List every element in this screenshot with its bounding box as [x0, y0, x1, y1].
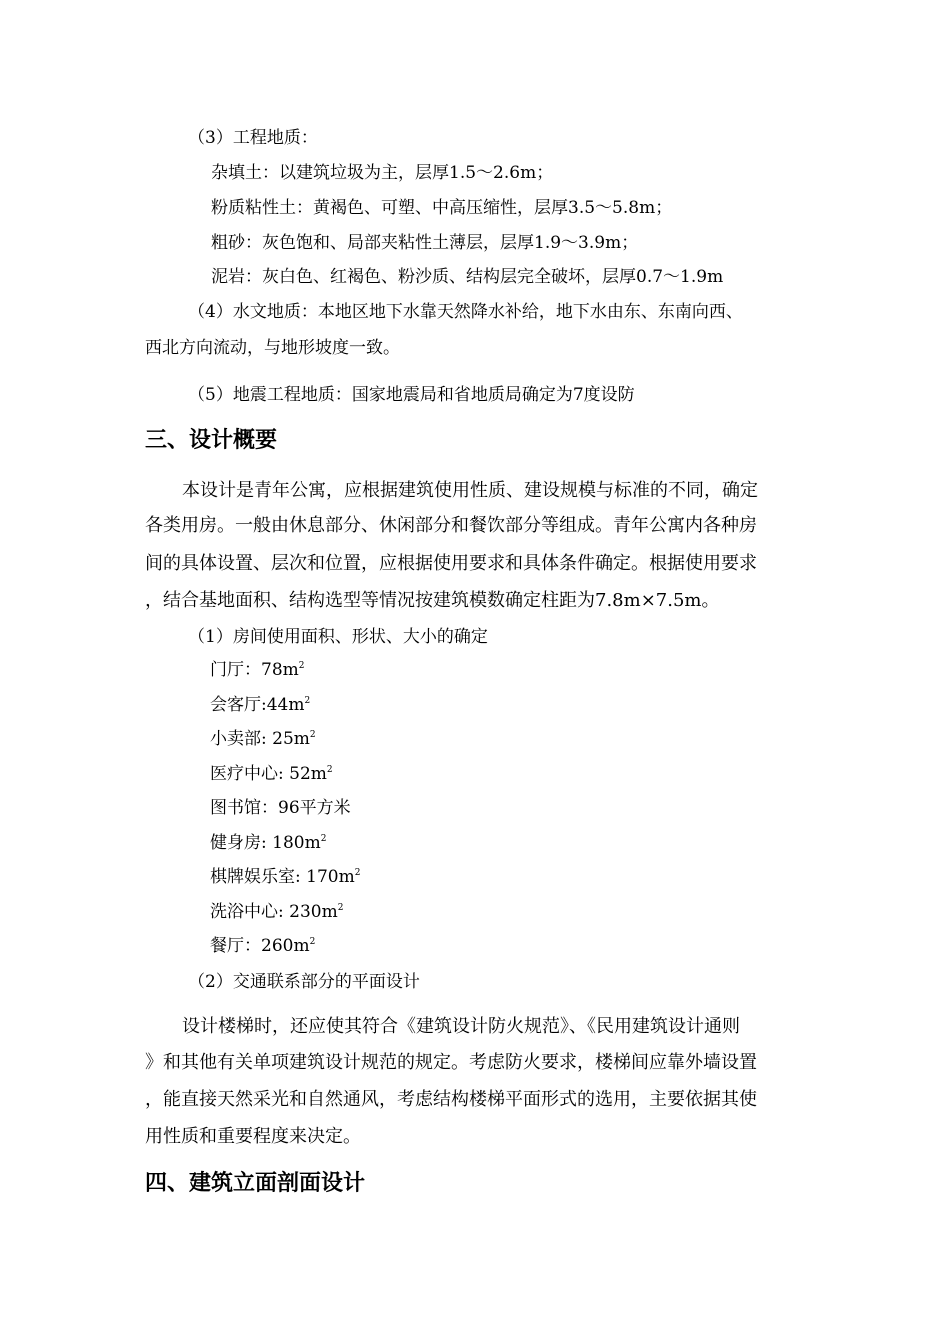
list-item: 图书馆：96平方米 — [210, 798, 351, 818]
sub2-title: （2）交通联系部分的平面设计 — [188, 972, 420, 992]
list-item: 会客厅$:44m^2$ — [210, 694, 311, 715]
section3-para-line-4: ，结合基地面积、结构选型等情况按建筑模数确定柱距为7.8m×7.5m。 — [145, 590, 720, 611]
item4-line-2: 西北方向流动，与地形坡度一致。 — [145, 338, 400, 358]
list-item: 小卖部: $25m^2$ — [210, 729, 316, 749]
item3-title: （3）工程地质： — [188, 128, 318, 148]
section3-para2-line-1: 设计楼梯时，还应使其符合《建筑设计防火规范》、《民用建筑设计通则 — [182, 1016, 740, 1037]
item4-line-1: （4）水文地质：本地区地下水靠天然降水补给，地下水由东、东南向西、 — [188, 302, 743, 322]
list-item: 棋牌娱乐室: $170m^2$ — [210, 867, 361, 887]
section3-para2-line-4: 用性质和重要程度来决定。 — [145, 1126, 361, 1147]
section3-para-line-1: 本设计是青年公寓，应根据建筑使用性质、建设规模与标准的不同，确定 — [182, 480, 758, 501]
section3-para-line-2: 各类用房。一般由休息部分、休闲部分和餐饮部分等组成。青年公寓内各种房 — [145, 515, 757, 536]
room-area-list — [210, 657, 360, 968]
silty-clay-line: 粉质粘性土：黄褐色、可塑、中高压缩性，层厚3.5～5.8m； — [211, 198, 673, 218]
section3-para-line-3: 间的具体设置、层次和位置，应根据使用要求和具体条件确定。根据使用要求 — [145, 553, 757, 574]
coarse-sand-line: 粗砂：灰色饱和、局部夹粘性土薄层，层厚1.9～3.9m； — [211, 233, 639, 253]
section4-heading: 四、建筑立面剖面设计 — [145, 1171, 366, 1196]
list-item: 餐厅：$260m^2$ — [210, 936, 316, 956]
item5-line: （5）地震工程地质：国家地震局和省地质局确定为7度设防 — [188, 385, 635, 405]
list-item: 门厅：$78m^2$ — [210, 660, 305, 680]
mudstone-line: 泥岩：灰白色、红褐色、粉沙质、结构层完全破坏，层厚0.7～1.9m — [211, 267, 724, 287]
list-item: 洗浴中心: $230m^2$ — [210, 901, 344, 922]
fill-soil-line: 杂填土：以建筑垃圾为主，层厚1.5～2.6m； — [211, 163, 554, 183]
section3-para2-line-3: ，能直接天然采光和自然通风，考虑结构楼梯平面形式的选用，主要依据其使 — [145, 1089, 757, 1110]
sub1-title: （1）房间使用面积、形状、大小的确定 — [188, 627, 488, 647]
section3-para2-line-2: 》和其他有关单项建筑设计规范的规定。考虑防火要求，楼梯间应靠外墙设置 — [145, 1052, 757, 1073]
list-item: 医疗中心: $52m^2$ — [210, 763, 333, 784]
section3-heading: 三、设计概要 — [145, 428, 278, 453]
list-item: 健身房: $180m^2$ — [210, 832, 327, 853]
